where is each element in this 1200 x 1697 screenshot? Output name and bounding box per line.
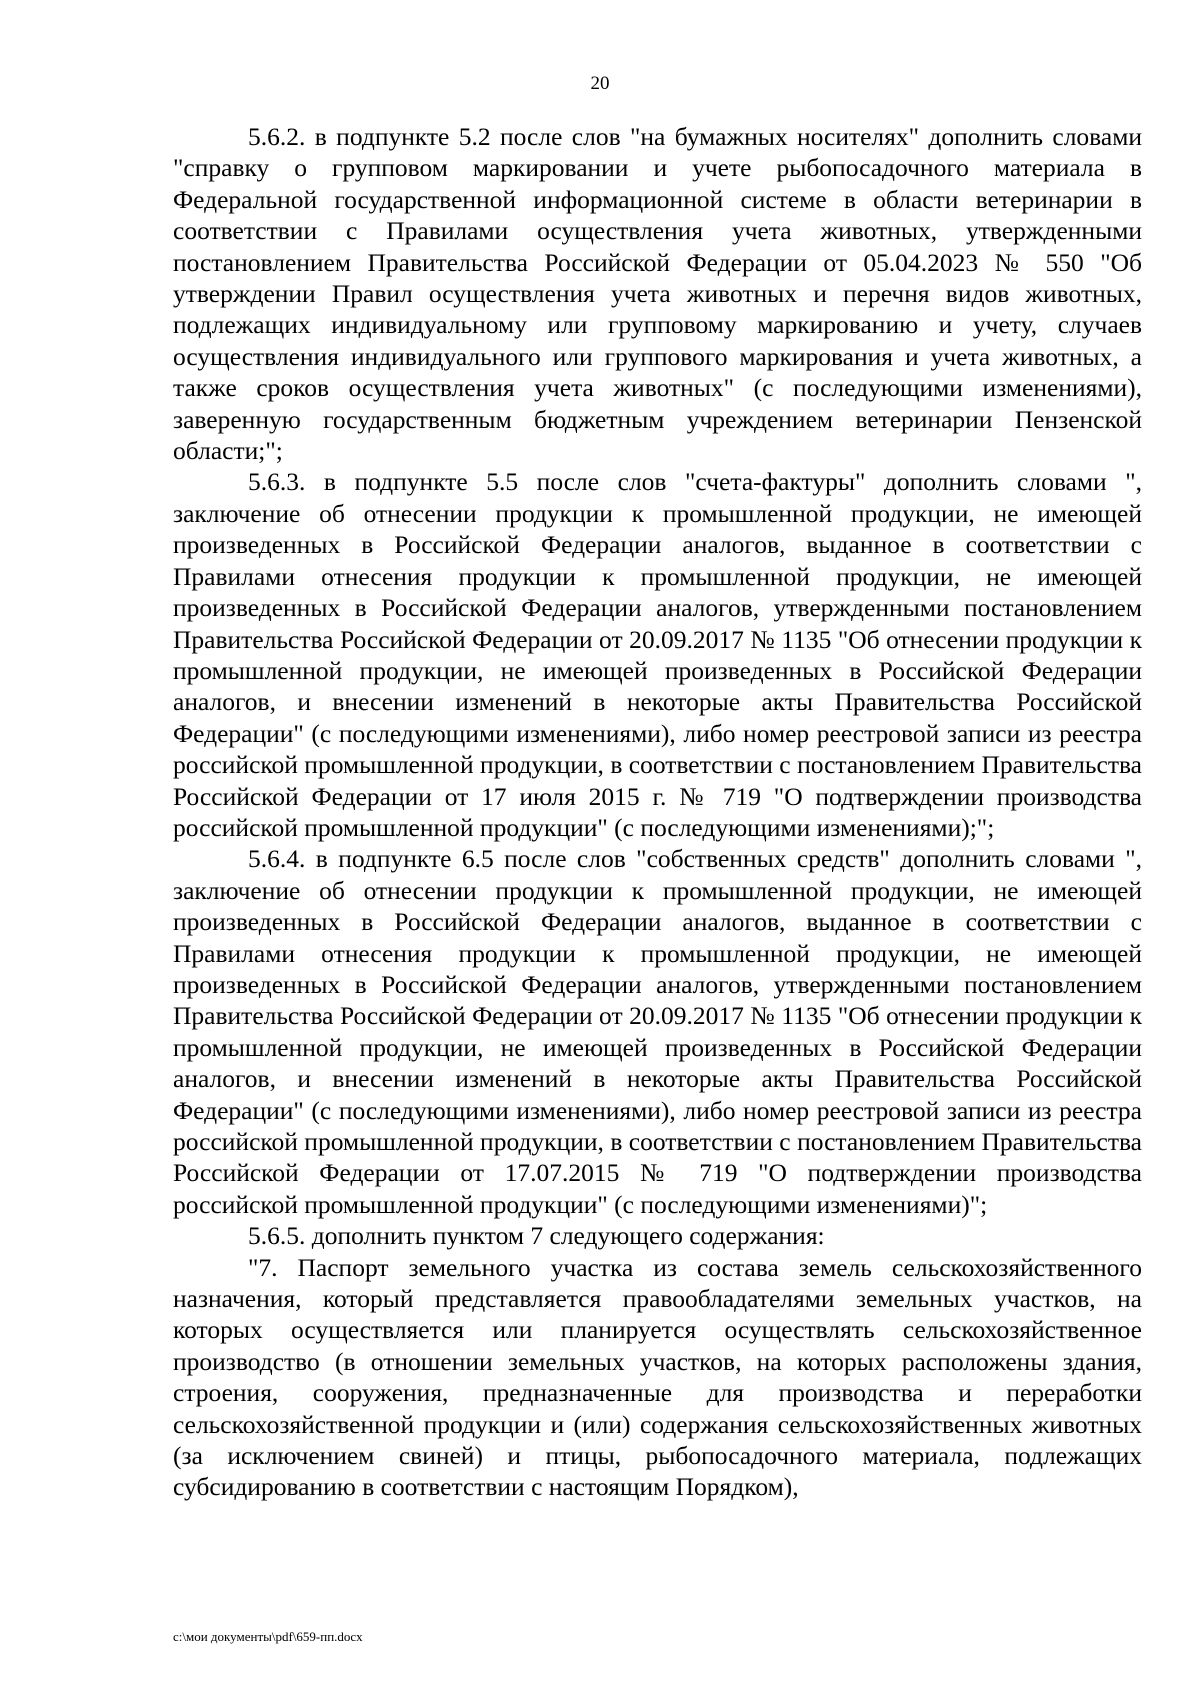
paragraph-5-6-3: 5.6.3. в подпункте 5.5 после слов "счета-фактуры" дополнить словами ", заключение об отнесении продукции к промышленной продукции, не имеющей произведенных в Российской Федерации аналогов, выданное в соответствии с Правилами отнесения продукции к промышленной продукции, не имеющей произведенных в Российской Федерации аналогов, утвержденными постановлением Правительства Российской Федерации от 20.09.2017 № 1135 "Об отнесении продукции к промышленной продукции, не имеющей произведенных в Российской Федерации аналогов, и внесении изменений в некоторые акты Правительства Российской Федерации" (с последующими изменениями), либо номер реестровой записи из реестра российской промышленной продукции, в соответствии с постановлением Правительства Российской Федерации от 17 июля 2015 г. № 719 "О подтверждении производства российской промышленной продукции" (с последующими изменениями);";: [173, 467, 1142, 842]
paragraph-5-6-4: 5.6.4. в подпункте 6.5 после слов "собственных средств" дополнить словами ", заключение об отнесении продукции к промышленной продукции, не имеющей произведенных в Российской Федерации аналогов, выданное в соответствии с Правилами отнесения продукции к промышленной продукции, не имеющей произведенных в Российской Федерации аналогов, утвержденными постановлением Правительства Российской Федерации от 20.09.2017 № 1135 "Об отнесении продукции к промышленной продукции, не имеющей произведенных в Российской Федерации аналогов, и внесении изменений в некоторые акты Правительства Российской Федерации" (с последующими изменениями), либо номер реестровой записи из реестра российской промышленной продукции, в соответствии с постановлением Правительства Российской Федерации от 17.07.2015 № 719 "О подтверждении производства российской промышленной продукции" (с последующими изменениями)";: [173, 844, 1142, 1219]
paragraph-5-6-5: 5.6.5. дополнить пунктом 7 следующего содержания:: [248, 1221, 825, 1251]
paragraph-5-6-2: 5.6.2. в подпункте 5.2 после слов "на бумажных носителях" дополнить словами "справку о групповом маркировании и учете рыбопосадочного материала в Федеральной государственной информационной системе в области ветеринарии в соответствии с Правилами осуществления учета животных, утвержденными постановлением Правительства Российской Федерации от 05.04.2023 № 550 "Об утверждении Правил осуществления учета животных и перечня видов животных, подлежащих индивидуальному или групповому маркированию и учету, случаев осуществления индивидуального или группового маркирования и учета животных, а также сроков осуществления учета животных" (с последующими изменениями), заверенную государственным бюджетным учреждением ветеринарии Пензенской области;";: [173, 122, 1142, 466]
document-body: [173, 121, 1142, 1503]
footer-file-path: c:\мои документы\pdf\659-пп.docx: [173, 1629, 363, 1644]
paragraph-item-7: "7. Паспорт земельного участка из состава земель сельскохозяйственного назначения, который представляется правообладателями земельных участков, на которых осуществляется или планируется осуществлять сельскохозяйственное производство (в отношении земельных участков, на которых расположены здания, строения, сооружения, предназначенные для производства и переработки сельскохозяйственной продукции и (или) содержания сельскохозяйственных животных (за исключением свиней) и птицы, рыбопосадочного материала, подлежащих субсидированию в соответствии с настоящим Порядком),: [173, 1252, 1142, 1502]
page-number: 20: [590, 73, 610, 94]
